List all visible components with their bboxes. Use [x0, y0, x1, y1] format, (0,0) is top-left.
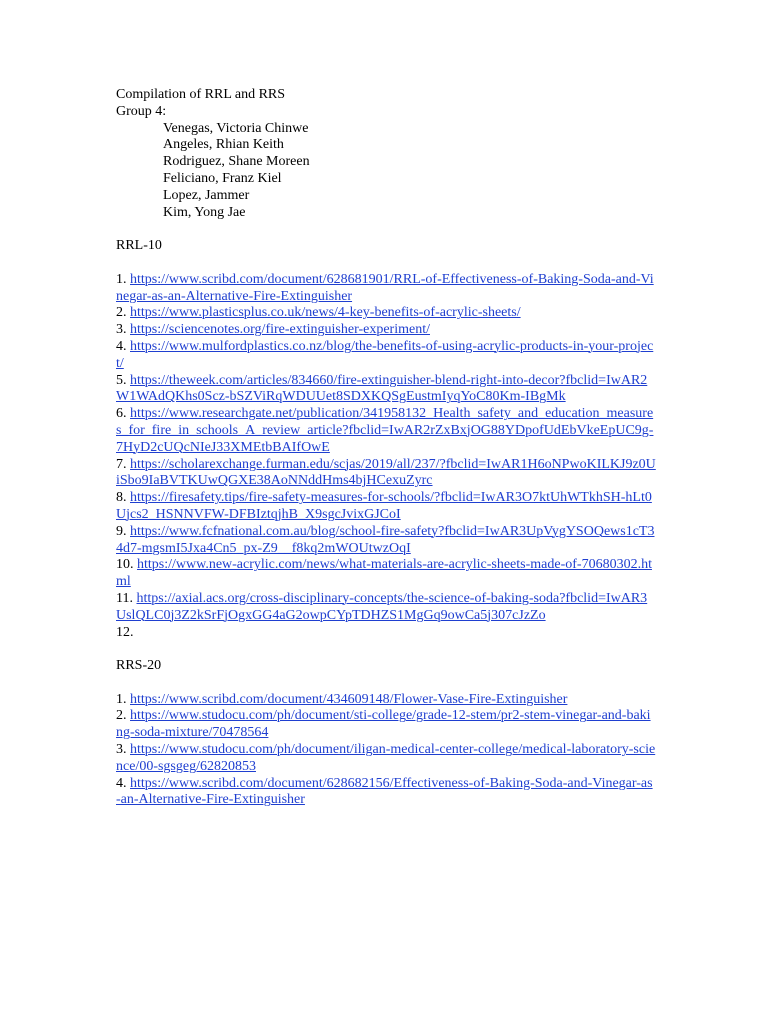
- rrl-entry: [116, 457, 656, 491]
- rrs-entry-link[interactable]: https://www.scribd.com/document/434609148/Flower-Vase-Fire-Extinguisher: [130, 691, 568, 707]
- spacer: [116, 641, 656, 658]
- rrl-heading: RRL-10: [116, 238, 162, 254]
- rrl-entry: [116, 524, 656, 558]
- rrs-entry-link[interactable]: https://www.scribd.com/document/628682156/Effectiveness-of-Baking-Soda-and-Vinegar-as-an-Alternative-Fire-Extinguisher: [116, 775, 653, 808]
- member-name: Venegas, Victoria Chinwe: [163, 120, 309, 136]
- rrl-entry-number: 10.: [116, 557, 134, 573]
- rrs-entry: [116, 708, 656, 742]
- rrl-entry-number: 2.: [116, 305, 127, 321]
- rrl-entry-link[interactable]: https://axial.acs.org/cross-disciplinary-concepts/the-science-of-baking-soda?fbclid=IwAR3UslQLC0j3Z2kSrFjOgxGG4aG2owpCYpTDHZS1MgGq9owCa5j307cJzZo: [116, 590, 648, 623]
- rrs-entry-number: 2.: [116, 708, 127, 724]
- rrs-reference-list: [116, 692, 656, 810]
- rrl-entry-link[interactable]: https://www.researchgate.net/publication/341958132_Health_safety_and_education_measures_for_fire_in_schools_A_review_article?fbclid=IwAR2rZxBxjOG88YDpofUdEbVkeEpUC9g-7HyD2cUQcNIeJ33XMEtbBAIfOwE: [116, 406, 654, 455]
- rrl-entry-link[interactable]: https://www.scribd.com/document/628681901/RRL-of-Effectiveness-of-Baking-Soda-and-Vinegar-as-an-Alternative-Fire-Extinguisher: [116, 271, 654, 304]
- rrl-entry-link[interactable]: https://www.plasticsplus.co.uk/news/4-key-benefits-of-acrylic-sheets/: [130, 305, 521, 321]
- rrs-entry-number: 1.: [116, 691, 127, 707]
- rrs-entry: [116, 776, 656, 810]
- rrl-entry-link[interactable]: https://scholarexchange.furman.edu/scjas/2019/all/237/?fbclid=IwAR1H6oNPwoKILKJ9z0UiSbo9IaBVTKUwQGXE38AoNNddHms4bjHCexuZyrc: [116, 456, 656, 489]
- rrl-entry: [116, 373, 656, 407]
- rrs-entry-number: 3.: [116, 742, 127, 758]
- rrl-entry-number: 1.: [116, 271, 127, 287]
- rrl-reference-list: [116, 272, 656, 642]
- rrl-entry: [116, 557, 656, 591]
- rrl-entry: [116, 305, 656, 322]
- member-name: Lopez, Jammer: [163, 187, 250, 203]
- rrl-entry-link[interactable]: https://www.mulfordplastics.co.nz/blog/the-benefits-of-using-acrylic-products-in-your-project/: [116, 338, 654, 371]
- rrl-entry-number: 7.: [116, 456, 127, 472]
- member-list: [116, 121, 656, 222]
- document-title: Compilation of RRL and RRS: [116, 87, 286, 102]
- member-name: Rodriguez, Shane Moreen: [163, 154, 310, 170]
- rrl-entry: [116, 272, 656, 306]
- rrl-entry-number: 11.: [116, 590, 133, 606]
- spacer: [116, 255, 656, 272]
- rrl-entry-number: 4.: [116, 338, 127, 354]
- rrl-entry-link[interactable]: https://sciencenotes.org/fire-extinguisher-experiment/: [130, 322, 430, 338]
- rrs-entry-number: 4.: [116, 775, 127, 791]
- spacer: [116, 221, 656, 238]
- rrs-entry-link[interactable]: https://www.studocu.com/ph/document/iligan-medical-center-college/medical-laboratory-science/00-sgsgeg/62820853: [116, 742, 656, 774]
- rrl-entry-number: 12.: [116, 624, 134, 640]
- rrl-entry-link[interactable]: https://www.fcfnational.com.au/blog/school-fire-safety?fbclid=IwAR3UpVygYSOQews1cT34d7-mgsmI5Jxa4Cn5_px-Z9__f8kq2mWOUtwzOqI: [116, 523, 655, 556]
- spacer: [116, 675, 656, 692]
- group-label: Group 4:: [116, 103, 167, 119]
- rrl-entry-number: 8.: [116, 490, 127, 506]
- rrl-entry-link[interactable]: https://www.new-acrylic.com/news/what-materials-are-acrylic-sheets-made-of-70680302.html: [116, 557, 652, 590]
- rrl-entry-number: 3.: [116, 322, 127, 338]
- rrl-entry: [116, 625, 656, 642]
- rrl-entry: [116, 339, 656, 373]
- document-page: [116, 87, 656, 809]
- rrl-entry-link[interactable]: https://firesafety.tips/fire-safety-measures-for-schools/?fbclid=IwAR3O7ktUhWTkhSH-hLt0Ujcs2_HSNNVFW-DFBIztqjhB_X9sgcJvixGJCoI: [116, 490, 652, 522]
- member-name: Kim, Yong Jae: [163, 204, 246, 220]
- rrl-entry-number: 5.: [116, 372, 127, 388]
- rrl-entry-number: 9.: [116, 523, 127, 539]
- rrl-entry: [116, 591, 656, 625]
- member-name: Angeles, Rhian Keith: [163, 137, 284, 153]
- rrl-entry: [116, 322, 656, 339]
- rrl-entry-number: 6.: [116, 406, 127, 422]
- rrl-entry: [116, 490, 656, 524]
- rrs-entry: [116, 742, 656, 776]
- rrl-entry-link[interactable]: https://theweek.com/articles/834660/fire-extinguisher-blend-right-into-decor?fbclid=IwAR2W1WAdQKhs0Scz-bSZViRqWDUUet8SDXKQSgEustmIyqYoC80Km-IBgMk: [116, 372, 648, 405]
- rrs-entry: [116, 692, 656, 709]
- member-name: Feliciano, Franz Kiel: [163, 170, 282, 186]
- rrs-heading: RRS-20: [116, 658, 162, 674]
- rrl-entry: [116, 406, 656, 456]
- rrs-entry-link[interactable]: https://www.studocu.com/ph/document/sti-college/grade-12-stem/pr2-stem-vinegar-and-baking-soda-mixture/70478564: [116, 708, 651, 741]
